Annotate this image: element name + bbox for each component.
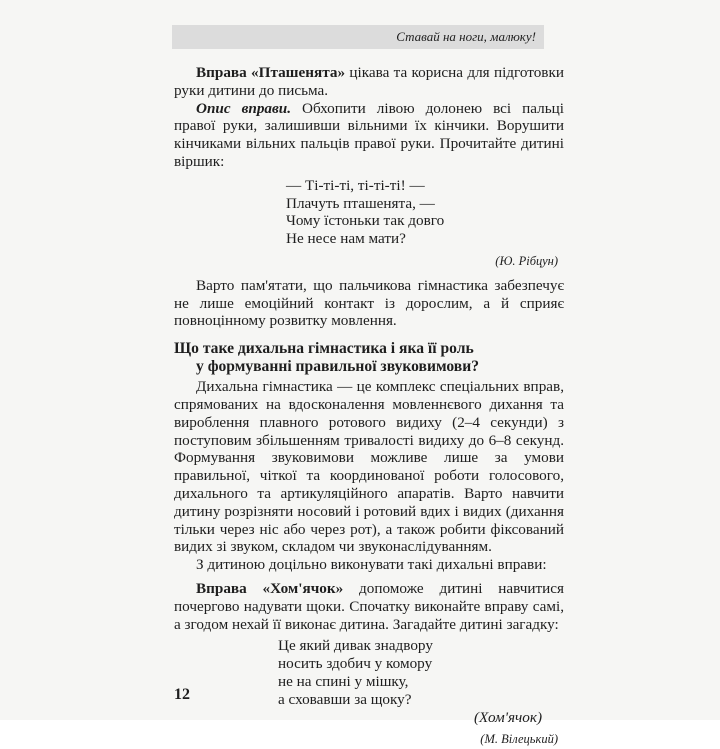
riddle-line: носить здобич у комору (278, 655, 433, 673)
section-heading-line: Що таке дихальна гімнастика і яка її роль (174, 340, 474, 358)
exercise2-paragraph (174, 580, 564, 633)
exercise-paragraph (174, 64, 564, 100)
poem-line: Не несе нам мати? (286, 230, 406, 248)
exercise-title: Вправа «Пташенята» (196, 64, 346, 81)
riddle-author: (М. Вілецький) (480, 732, 558, 747)
description-label: Опис вправи. (196, 99, 292, 117)
riddle-line: Це який дивак знадвору (278, 637, 433, 655)
page-number: 12 (174, 686, 190, 703)
advice-paragraph: З дитиною доцільно виконувати такі дихальні вправи: (196, 556, 547, 574)
poem-line: — Ті-ті-ті, ті-ті-ті! — (286, 176, 425, 194)
description-text: Обхопити лівою долонею всі пальці правої руки, залишивши вільними їх кінчики. Ворушити кінчиками вільних пальців правої руки. Прочитайте дитині віршик: (174, 99, 564, 170)
exercise-description (174, 100, 564, 171)
running-header: Ставай на ноги, малюку! (172, 25, 544, 49)
memo-paragraph: Варто пам'ятати, що пальчикова гімнастика забезпечує не лише емоційний контакт із дорослим, а й сприяє повноцінному розвитку мовлення. (174, 276, 564, 330)
section-heading-line: у формуванні правильної звуковимови? (196, 358, 479, 376)
section-heading (174, 340, 564, 376)
poem-line: Чому їстоньки так довго (286, 212, 445, 230)
riddle-line: а сховавши за щоку? (278, 690, 412, 708)
poem (286, 177, 564, 248)
poem-author: (Ю. Рібцун) (495, 253, 558, 268)
riddle-answer: (Хом'ячок) (473, 708, 542, 726)
definition-paragraph: Дихальна гімнастика — це комплекс спеціальних вправ, спрямованих на вдосконалення мовленнєвого дихання та вироблення плавного ротового видиху (2–4 секунди) з поступовим збільшенням тривалості видиху до 6–8 секунд. Формування звуковимови можливе лише за умови правильної, чіткої та координованої роботи голосового, дихального та артикуляційного апаратів. Варто навчити дитину розрізняти носовий і ротовий вдих і видих (дихання тільки через ніс або через рот), а також робити фіксований видих зі звуком, складом чи звуконаслідуванням. (174, 378, 564, 556)
riddle-line: не на спині у мішку, (278, 672, 409, 690)
riddle (278, 637, 564, 726)
exercise-intro: цікава та корисна для підготовки руки дитини до письма. (174, 64, 564, 99)
page-content (174, 64, 564, 749)
exercise2-title: Вправа «Хом'ячок» (196, 579, 344, 597)
exercise2-text: допоможе дитині навчитися почергово надувати щоки. Спочатку виконайте вправу самі, а згодом нехай її виконає дитина. Загадайте дитині загадку: (174, 579, 564, 633)
poem-line: Плачуть пташенята, — (286, 194, 435, 212)
